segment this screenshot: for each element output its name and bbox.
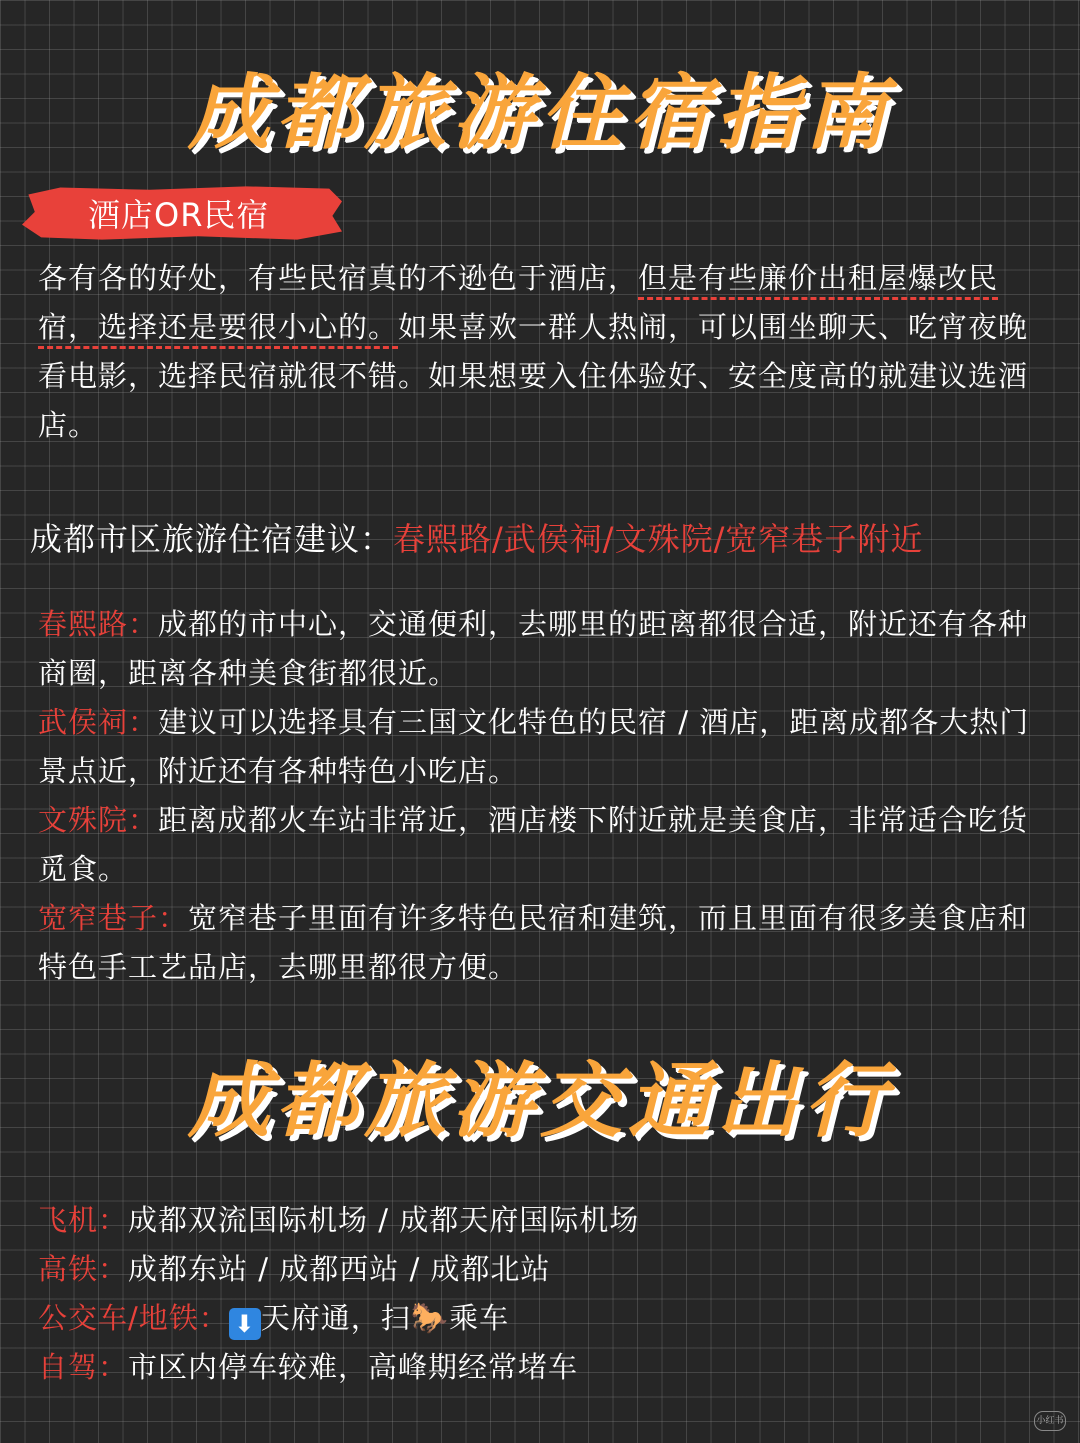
- transport-name: 公交车/地铁：: [38, 1301, 229, 1335]
- area-name: 文殊院：: [38, 803, 159, 837]
- page-title: 成都旅游住宿指南: [188, 66, 892, 161]
- transport-name: 高铁：: [38, 1252, 129, 1286]
- area-name: 宽窄巷子：: [38, 901, 189, 935]
- advice-label: 成都市区旅游住宿建议：: [30, 520, 394, 558]
- area-item: [38, 698, 1048, 796]
- section-title-transport: 成都旅游交通出行: [188, 1054, 892, 1149]
- transport-item: [38, 1196, 639, 1245]
- transport-item: [38, 1343, 639, 1392]
- horse-icon: 🐎: [410, 1301, 450, 1336]
- area-desc: 成都的市中心，交通便利，去哪里的距离都很合适，附近还有各种商圈，距离各种美食街都很近。: [38, 607, 1029, 690]
- section-label: 酒店OR民宿: [88, 196, 270, 234]
- transport-desc: 乘车: [449, 1301, 510, 1335]
- area-item: [38, 600, 1048, 698]
- area-item: [38, 894, 1048, 992]
- transport-desc: 成都东站 / 成都西站 / 成都北站: [128, 1252, 551, 1286]
- transport-list: [38, 1196, 639, 1392]
- down-arrow-icon: ⬇: [229, 1308, 261, 1340]
- transport-name: 自驾：: [38, 1350, 129, 1384]
- area-name: 春熙路：: [38, 607, 159, 641]
- advice-value: 春熙路/武侯祠/文殊院/宽窄巷子附近: [393, 520, 924, 558]
- intro-text-1: 各有各的好处，有些民宿真的不逊色于酒店，: [38, 261, 639, 295]
- intro-underlined-text: 但是有些廉价出租屋爆改民宿，选择还是要很小心的。: [38, 261, 998, 349]
- area-name: 武侯祠：: [38, 705, 159, 739]
- intro-text-2: 如果喜欢一群人热闹，可以围坐聊天、吃宵夜晚看电影，选择民宿就很不错。如果想要入住体验好、安全度高的就建议选酒店。: [38, 310, 1029, 442]
- transport-desc: 天府通，扫: [260, 1301, 411, 1335]
- transport-item: [38, 1245, 639, 1294]
- transport-desc: 市区内停车较难，高峰期经常堵车: [128, 1350, 579, 1384]
- transport-desc: 成都双流国际机场 / 成都天府国际机场: [128, 1203, 640, 1237]
- area-desc: 宽窄巷子里面有许多特色民宿和建筑，而且里面有很多美食店和特色手工艺品店，去哪里都很方便。: [38, 901, 1029, 984]
- transport-item: [38, 1294, 639, 1343]
- area-desc: 距离成都火车站非常近，酒店楼下附近就是美食店，非常适合吃货觅食。: [38, 803, 1029, 886]
- lodging-advice: [30, 514, 1050, 560]
- transport-name: 飞机：: [38, 1203, 129, 1237]
- area-list: [38, 600, 1048, 992]
- watermark-logo: 小红书: [1034, 1411, 1066, 1431]
- intro-paragraph: [38, 254, 1048, 450]
- area-item: [38, 796, 1048, 894]
- area-desc: 建议可以选择具有三国文化特色的民宿 / 酒店，距离成都各大热门景点近，附近还有各种特色小吃店。: [38, 705, 1030, 788]
